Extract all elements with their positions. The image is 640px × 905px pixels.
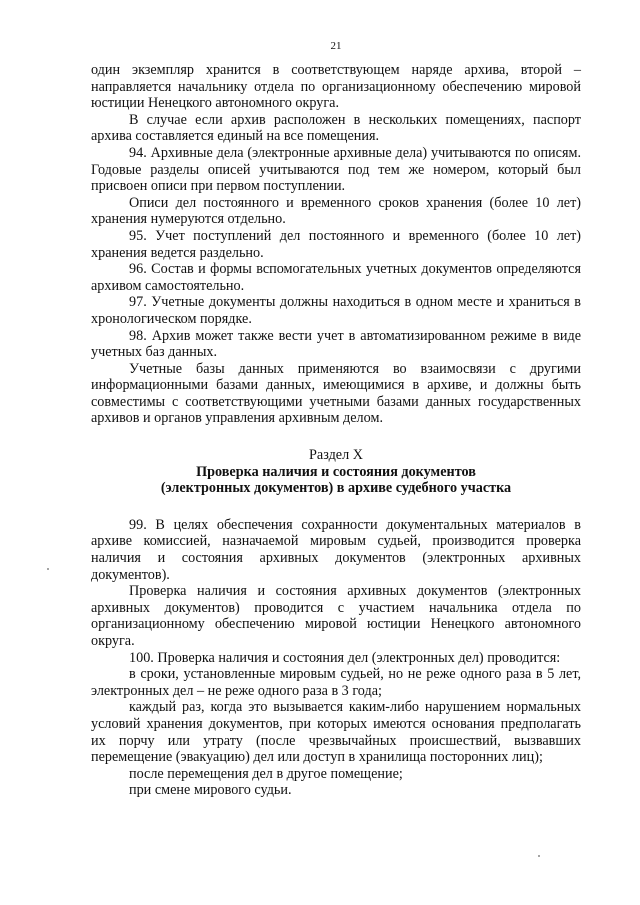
page-number: 21	[330, 40, 342, 52]
list-item: при смене мирового судьи.	[129, 782, 292, 799]
paragraph-item-97: 97. Учетные документы должны находиться в одном месте и храниться в хронологическом порядке.	[91, 294, 581, 327]
list-item: после перемещения дел в другое помещение;	[129, 765, 403, 782]
paragraph-item-96: 96. Состав и формы вспомогательных учетных документов определяются архивом самостоятельно.	[91, 261, 581, 294]
paragraph: Проверка наличия и состояния архивных документов (электронных архивных документов) проводится с участием начальника отдела по организационному обеспечению мировой юстиции Ненецкого автономного округа.	[91, 583, 581, 649]
paragraph: Учетные базы данных применяются во взаимосвязи с другими информационными базами данных, имеющимися в архиве, и должны быть совместимы с соответствующими учетными базами данных государственных архивов и органов управления архивным делом.	[91, 360, 581, 427]
section-title-line-2: (электронных документов) в архиве судебного участка	[160, 480, 512, 497]
document-page	[91, 36, 581, 799]
paragraph-item-94: 94. Архивные дела (электронные архивные дела) учитываются по описям. Годовые разделы описей учитываются под тем же номером, который был присвоен описи при первом поступлении.	[91, 144, 581, 195]
paragraph-item-98: 98. Архив может также вести учет в автоматизированном режиме в виде учетных баз данных.	[91, 327, 581, 361]
section-heading	[91, 447, 581, 497]
paragraph: В случае если архив расположен в нескольких помещениях, паспорт архива составляется единый на все помещения.	[91, 111, 581, 145]
list-item: в сроки, установленные мировым судьей, но не реже одного раза в 5 лет, электронных дел – не реже одного раза в 3 года;	[91, 666, 581, 699]
body-text-bottom	[91, 517, 581, 799]
scan-speck	[47, 568, 49, 570]
body-text-top	[91, 62, 581, 427]
list-item: каждый раз, когда это вызывается каким-либо нарушением нормальных условий хранения документов, при которых имеются основания предполагать их порчу или утрату (после чрезвычайных происшествий, вызвавших перемещение (эвакуацию) дел или доступ в хранилища посторонних лиц);	[91, 699, 581, 766]
scan-speck	[538, 855, 540, 857]
paragraph-item-99: 99. В целях обеспечения сохранности документальных материалов в архиве комиссией, назначаемой мировым судьей, производится проверка наличия и состояния архивных документов (электронных архивных документов).	[91, 516, 581, 583]
paragraph: Описи дел постоянного и временного сроков хранения (более 10 лет) хранения нумеруются отдельно.	[91, 194, 581, 228]
paragraph: один экземпляр хранится в соответствующем наряде архива, второй – направляется начальнику отдела по организационному обеспечению мировой юстиции Ненецкого автономного округа.	[91, 62, 581, 112]
section-number: Раздел X	[309, 447, 363, 464]
paragraph-item-100: 100. Проверка наличия и состояния дел (электронных дел) проводится:	[129, 649, 561, 666]
section-title-line-1: Проверка наличия и состояния документов	[196, 463, 476, 480]
paragraph-item-95: 95. Учет поступлений дел постоянного и временного (более 10 лет) хранения ведется раздельно.	[91, 227, 581, 261]
